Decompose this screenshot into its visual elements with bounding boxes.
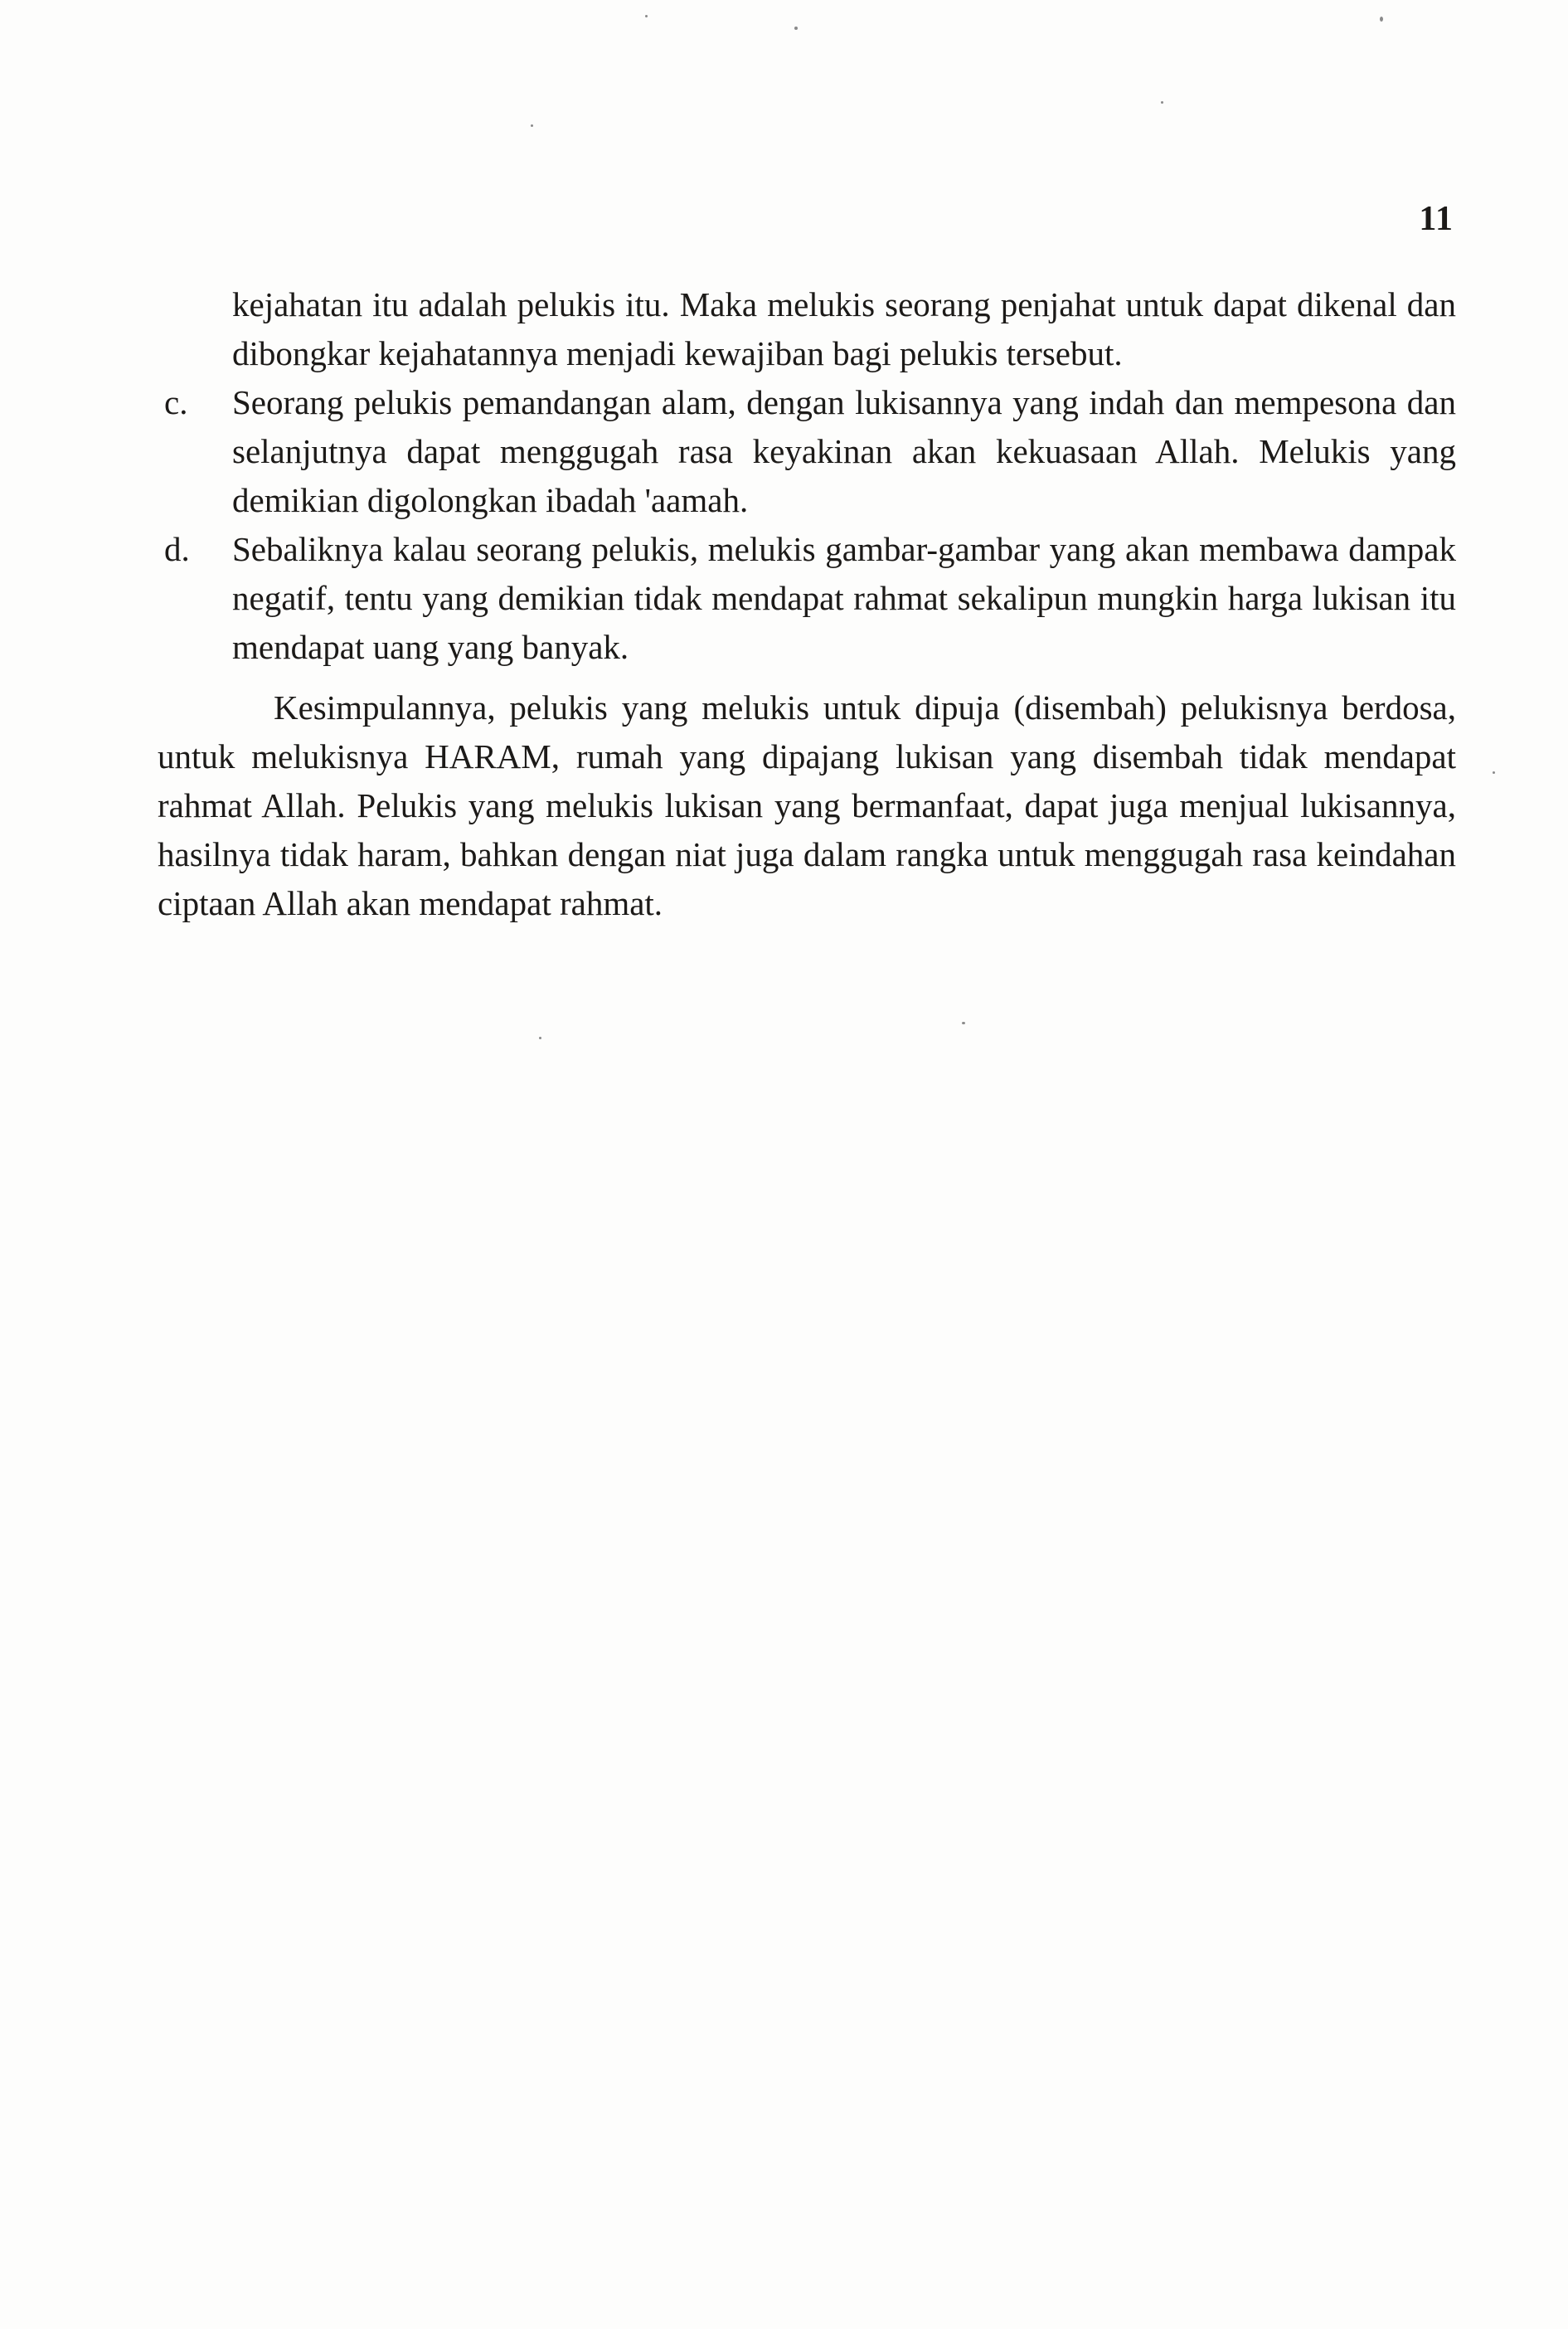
list-item-d-text: Sebaliknya kalau seorang pelukis, melukis gambar-gambar yang akan membawa dampak negatif, tentu yang demikian tidak mendapat rahmat sekalipun mungkin harga lukisan itu mendapat uang yang banyak. bbox=[232, 530, 1456, 666]
scan-speckle bbox=[1493, 771, 1495, 774]
list-marker-c: c. bbox=[164, 383, 188, 421]
scan-speckle bbox=[645, 15, 648, 17]
page-number: 11 bbox=[1419, 200, 1454, 238]
list-item-c bbox=[158, 378, 1456, 525]
scan-speckle bbox=[539, 1037, 541, 1039]
paragraph-closing: Kesimpulannya, pelukis yang melukis untuk dipuja (disembah) pelukisnya berdosa, untuk melukisnya HARAM, rumah yang dipajang lukisan yang disembah tidak mendapat rahmat Allah. Pelukis yang melukis lukisan yang bermanfaat, dapat juga menjual lukisannya, hasilnya tidak haram, bahkan dengan niat juga dalam rangka untuk menggugah rasa keindahan ciptaan Allah akan mendapat rahmat. bbox=[158, 688, 1456, 922]
list-marker-d: d. bbox=[164, 530, 190, 568]
scan-speckle bbox=[1161, 101, 1163, 104]
list-item-d bbox=[158, 525, 1456, 672]
scan-speckle bbox=[962, 1022, 965, 1024]
scan-speckle bbox=[1380, 17, 1383, 22]
paragraph-continuation: kejahatan itu adalah pelukis itu. Maka melukis seorang penjahat untuk dapat dikenal dan dibongkar kejahatannya menjadi kewajiban bagi pelukis tersebut. bbox=[232, 285, 1456, 372]
scan-speckle bbox=[794, 27, 798, 30]
scan-speckle bbox=[531, 124, 533, 127]
list-item-c-text: Seorang pelukis pemandangan alam, dengan lukisannya yang indah dan mempesona dan selanjutnya dapat menggugah rasa keyakinan akan kekuasaan Allah. Melukis yang demikian digolongkan ibadah 'aamah. bbox=[232, 383, 1456, 519]
text-block bbox=[158, 280, 1456, 928]
